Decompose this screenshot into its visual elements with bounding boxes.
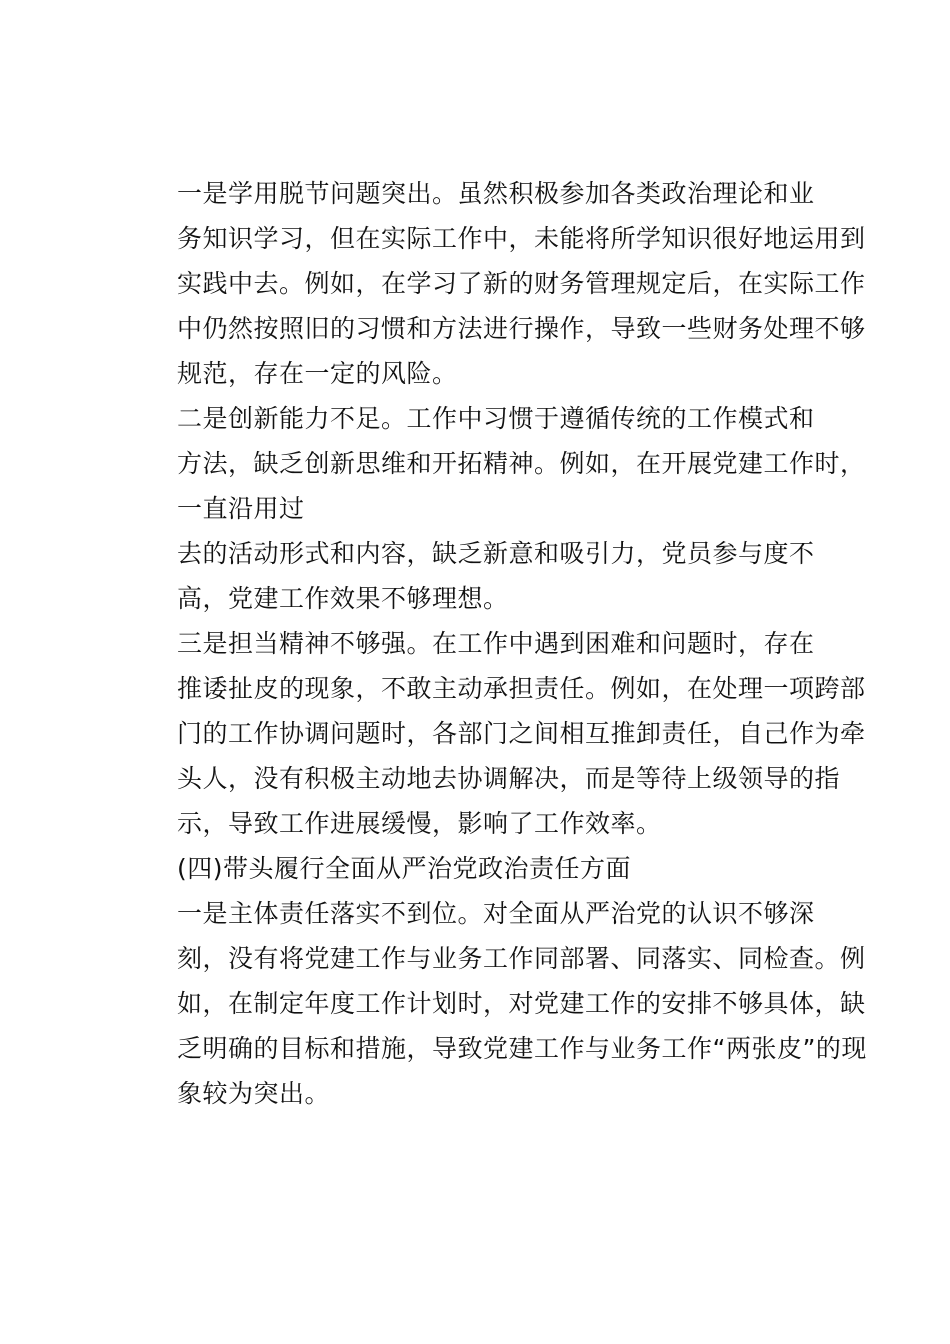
paragraph-3	[127, 531, 827, 621]
text-line: 一是学用脱节问题突出。虽然积极参加各类政治理论和业	[177, 179, 815, 208]
section-heading	[127, 846, 827, 891]
text-line: 方法，缺乏创新思维和开拓精神。例如，在开展党建工作时，	[177, 449, 866, 478]
text-line: 象较为突出。	[177, 1079, 331, 1108]
text-line: 示，导致工作进展缓慢，影响了工作效率。	[177, 809, 662, 838]
paragraph-2	[127, 396, 866, 531]
text-line: 一是主体责任落实不到位。对全面从严治党的认识不够深	[177, 899, 815, 928]
text-line: 中仍然按照旧的习惯和方法进行操作，导致一些财务处理不够	[177, 314, 866, 343]
text-line: 三是担当精神不够强。在工作中遇到困难和问题时，存在	[177, 629, 815, 658]
text-line: 乏明确的目标和措施，导致党建工作与业务工作“两张皮”的现	[177, 1034, 867, 1063]
text-line: 规范，存在一定的风险。	[177, 359, 458, 388]
text-line: 推诿扯皮的现象，不敢主动承担责任。例如，在处理一项跨部	[177, 674, 866, 703]
text-line: 门的工作协调问题时，各部门之间相互推卸责任，自己作为牵	[177, 719, 866, 748]
text-line: 实践中去。例如，在学习了新的财务管理规定后，在实际工作	[177, 269, 866, 298]
document-body	[127, 171, 867, 1116]
paragraph-5	[127, 891, 867, 1116]
paragraph-1	[127, 171, 866, 396]
text-line: 一直沿用过	[177, 494, 305, 523]
paragraph-4	[127, 621, 866, 846]
text-line: 头人，没有积极主动地去协调解决，而是等待上级领导的指	[177, 764, 841, 793]
text-line: 高，党建工作效果不够理想。	[177, 584, 509, 613]
text-line: 刻，没有将党建工作与业务工作同部署、同落实、同检查。例	[177, 944, 866, 973]
text-line: 务知识学习，但在实际工作中，未能将所学知识很好地运用到	[177, 224, 866, 253]
text-line: (四)带头履行全面从严治党政治责任方面	[177, 854, 632, 883]
text-line: 去的活动形式和内容，缺乏新意和吸引力，党员参与度不	[177, 539, 815, 568]
text-line: 二是创新能力不足。工作中习惯于遵循传统的工作模式和	[177, 404, 815, 433]
text-line: 如，在制定年度工作计划时，对党建工作的安排不够具体，缺	[177, 989, 866, 1018]
